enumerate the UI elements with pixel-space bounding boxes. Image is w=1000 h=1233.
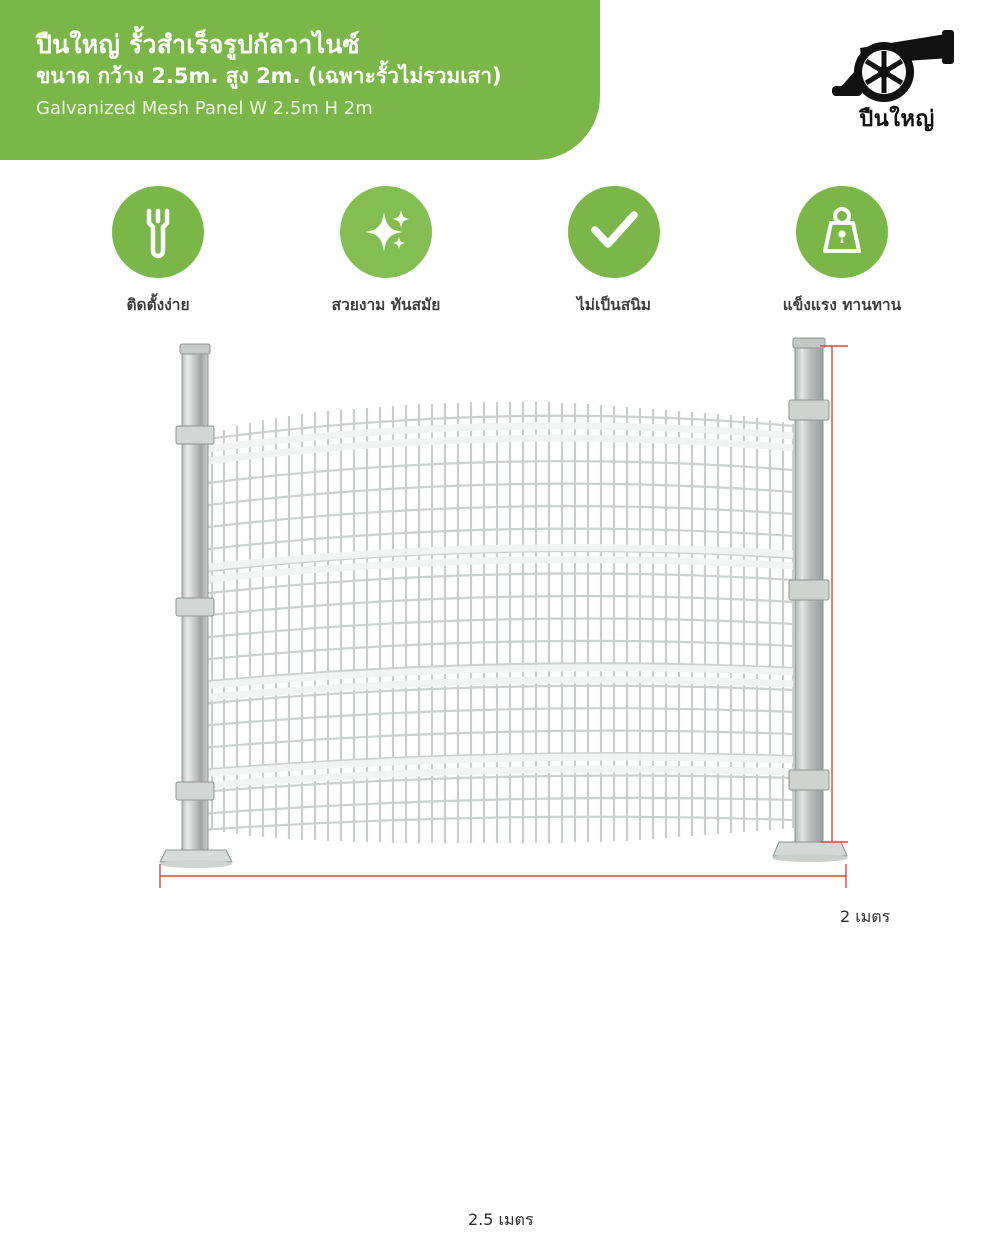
feature-label: ไม่เป็นสนิม <box>576 296 652 314</box>
feature-icon-circle <box>112 186 204 278</box>
feature-item-modern-design <box>311 186 461 336</box>
feature-item-rust-free <box>539 186 689 336</box>
header-title-thai-2: ขนาด กว้าง 2.5m. สูง 2m. (เฉพาะรั้วไม่รวมเสา) <box>36 64 502 88</box>
header-text-block <box>36 28 576 122</box>
feature-label: สวยงาม ทันสมัย <box>331 296 441 314</box>
check-icon <box>586 204 642 260</box>
brand-name: ปืนใหญ่ <box>859 107 935 132</box>
feature-list <box>0 186 1000 336</box>
cannon-icon <box>822 18 972 114</box>
product-illustration <box>0 330 1000 1229</box>
feature-label: ติดตั้งง่าย <box>126 296 190 314</box>
fence-panel-drawing <box>0 330 1000 930</box>
feature-icon-circle <box>340 186 432 278</box>
feature-item-durable <box>767 186 917 336</box>
feature-item-easy-install <box>83 186 233 336</box>
header-title-english: Galvanized Mesh Panel W 2.5m H 2m <box>36 98 373 120</box>
feature-label: แข็งแรง ทานทาน <box>782 296 902 314</box>
header-title-thai-1: ปืนใหญ่ รั้วสำเร็จรูปกัลวาไนซ์ <box>36 30 360 59</box>
feature-icon-circle <box>796 186 888 278</box>
brand-logo <box>822 18 972 138</box>
wire-mesh-panel <box>200 402 793 843</box>
weight-icon <box>815 205 869 259</box>
dimension-label-width: 2.5 เมตร <box>468 1210 534 1229</box>
dimension-label-height: 2 เมตร <box>840 907 891 926</box>
sparkle-icon <box>358 204 414 260</box>
feature-icon-circle <box>568 186 660 278</box>
wrench-icon <box>131 205 185 259</box>
